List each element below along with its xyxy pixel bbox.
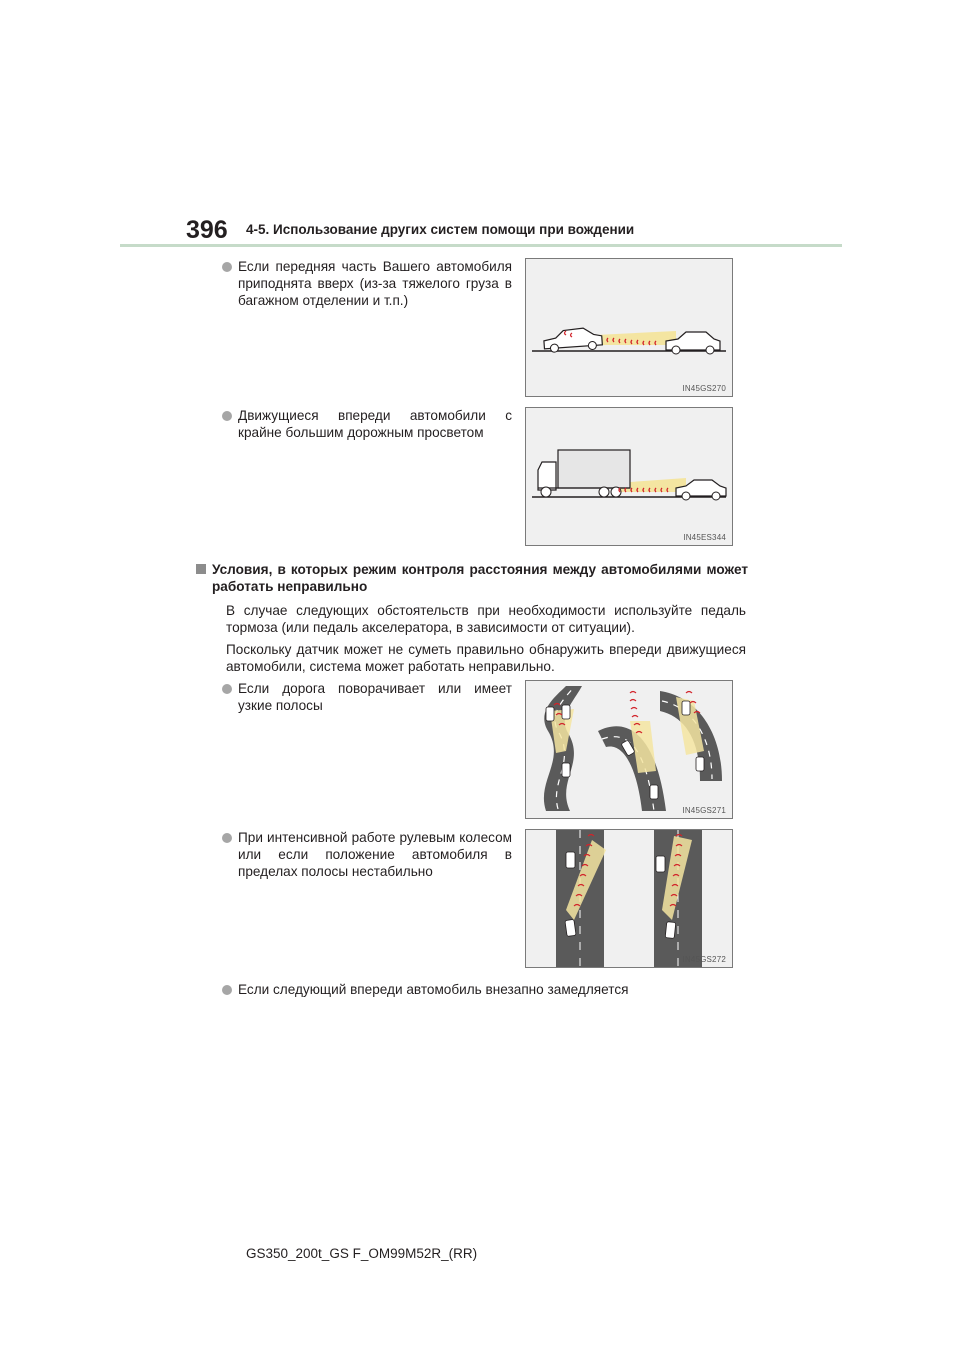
bullet-dot-icon	[222, 830, 232, 847]
bullet-text: При интенсивной работе рулевым колесом или если положение автомобиля в пределах полосы нестабильно	[238, 830, 512, 879]
figure-code: IN45GS271	[682, 806, 726, 815]
bullet-text: Если следующий впереди автомобиль внезапно замедляется	[238, 982, 629, 997]
unstable-lane-illustration	[526, 830, 732, 967]
raised-front-illustration	[526, 259, 732, 396]
figure-curves	[525, 680, 733, 819]
bullet-steering	[238, 829, 512, 880]
bullet-text: Движущиеся впереди автомобили с крайне большим дорожным просветом	[238, 408, 512, 440]
paragraph-brake-advice: В случае следующих обстоятельств при необходимости используйте педаль тормоза (или педаль акселератора, в зависимости от ситуации).	[226, 603, 746, 635]
footer-model-code: GS350_200t_GS F_OM99M52R_(RR)	[246, 1246, 478, 1261]
figure-raised-front	[525, 258, 733, 397]
own-car-icon	[543, 327, 602, 353]
truck-icon	[538, 450, 630, 497]
bullet-raised-front	[238, 258, 512, 309]
bullet-dot-icon	[222, 408, 232, 425]
figure-code: IN45GS272	[682, 955, 726, 964]
bullet-text: Если дорога поворачивает или имеет узкие полосы	[238, 681, 512, 713]
bullet-text: Если передняя часть Вашего автомобиля приподнята вверх (из-за тяжелого груза в багажном отделении и т.п.)	[238, 259, 512, 308]
subsection-title: Условия, в которых режим контроля расстояния между автомобилями может работать неправильно	[212, 561, 748, 595]
bullet-high-clearance	[238, 407, 512, 441]
figure-steering	[525, 829, 733, 968]
square-bullet-icon	[196, 564, 206, 574]
section-title: 4-5. Использование других систем помощи при вождении	[246, 222, 635, 237]
high-clearance-illustration	[526, 408, 732, 545]
figure-code: IN45ES344	[683, 533, 726, 542]
bullet-dot-icon	[222, 259, 232, 276]
bullet-sudden-deceleration	[238, 981, 748, 998]
bullet-curves	[238, 680, 512, 714]
page-number: 396	[186, 216, 228, 244]
bullet-dot-icon	[222, 681, 232, 698]
bullet-dot-icon	[222, 982, 232, 999]
header-rule	[120, 244, 842, 247]
figure-code: IN45GS270	[682, 384, 726, 393]
paragraph-sensor-note: Поскольку датчик может не суметь правильно обнаружить впереди движущиеся автомобили, система может работать неправильно.	[226, 642, 746, 674]
curved-roads-illustration	[526, 681, 732, 818]
figure-high-clearance	[525, 407, 733, 546]
